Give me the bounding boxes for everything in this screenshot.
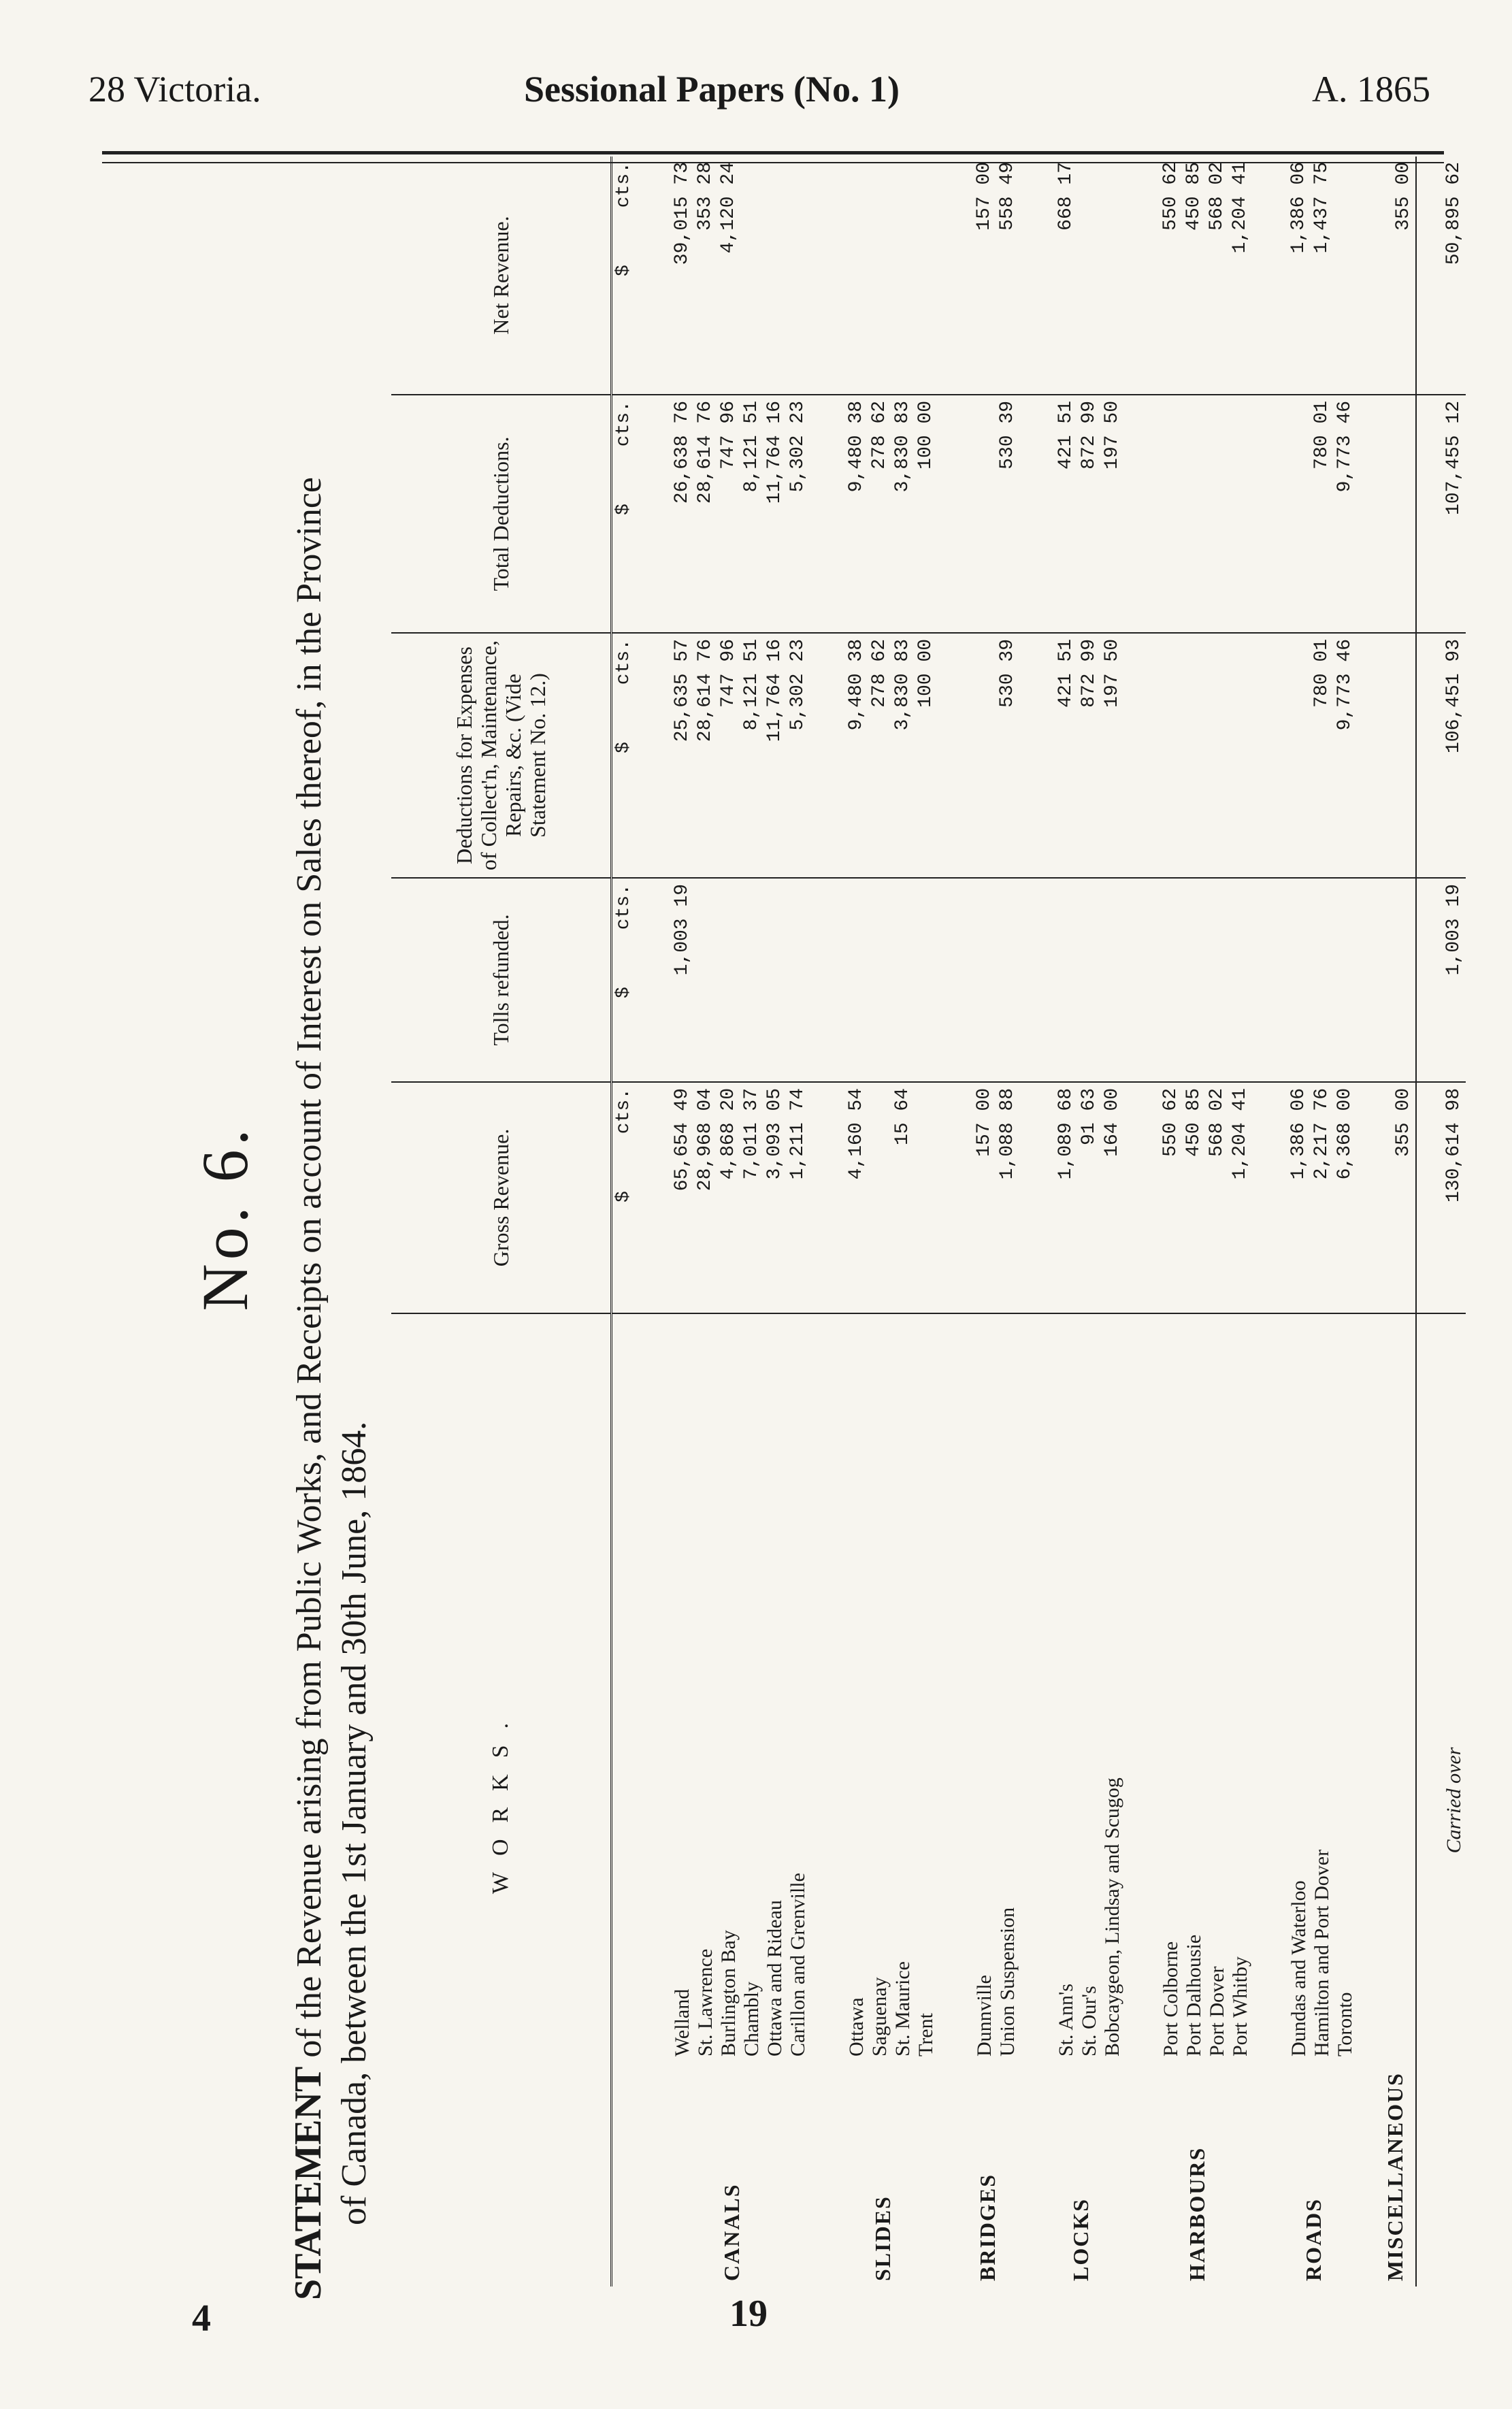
unit-tolls: $ cts. <box>612 878 636 1082</box>
gross-cell: 4,160 54 <box>810 1082 868 1313</box>
deductions-cell: 9,773 46 <box>1334 633 1357 878</box>
tolls-cell <box>1019 878 1078 1082</box>
work-name: St. Ann's <box>1055 1983 1077 2056</box>
total-cell <box>1229 395 1252 633</box>
tolls-cell <box>996 878 1019 1082</box>
header-year: A. 1865 <box>1312 69 1430 110</box>
deductions-cell: 872 99 <box>1078 633 1101 878</box>
deductions-cell <box>1252 633 1311 878</box>
total-cell: 11,764 16 <box>763 395 787 633</box>
category-label: LOCKS <box>1068 2197 1093 2281</box>
net-cell <box>740 157 763 395</box>
tolls-cell <box>740 878 763 1082</box>
deductions-cell: 28,614 76 <box>694 633 717 878</box>
carried-over-row <box>1416 157 1466 2287</box>
net-cell <box>787 157 810 395</box>
net-cell <box>810 157 868 395</box>
net-cell: 157 00 <box>938 157 996 395</box>
gross-cell: 164 00 <box>1101 1082 1124 1313</box>
title-line-2: of Canada, between the 1st January and 30th June, 1864. <box>335 1421 374 2225</box>
title-line-1: of the Revenue arising from Public Works, and Receipts on account of Interest on Sales thereof, in the Province <box>290 476 329 2067</box>
tolls-cell <box>1206 878 1229 1082</box>
work-name: St. Lawrence <box>694 1948 717 2056</box>
carried-deductions: 106,451 93 <box>1416 633 1466 878</box>
table-body <box>612 157 1417 2287</box>
tolls-cell <box>1183 878 1206 1082</box>
table-header-row <box>391 157 612 2287</box>
net-cell: 39,015 73 <box>636 157 694 395</box>
category-label: BRIDGES <box>975 2173 1000 2281</box>
deductions-cell: 8,121 51 <box>740 633 763 878</box>
tolls-cell <box>787 878 810 1082</box>
table-row <box>1101 157 1124 2287</box>
total-cell: 747 96 <box>717 395 740 633</box>
total-cell: 872 99 <box>1078 395 1101 633</box>
gross-cell: 550 62 <box>1124 1082 1183 1313</box>
deductions-cell <box>1206 633 1229 878</box>
statement-title <box>286 157 377 2300</box>
header-net-revenue: Net Revenue. <box>391 157 612 395</box>
total-cell <box>1183 395 1206 633</box>
tolls-cell <box>1334 878 1357 1082</box>
deductions-cell: 5,302 23 <box>787 633 810 878</box>
revenue-table <box>391 157 1466 2287</box>
gross-cell: 65,654 49 <box>636 1082 694 1313</box>
net-cell: 450 85 <box>1183 157 1206 395</box>
net-cell: 353 28 <box>694 157 717 395</box>
net-cell: 1,437 75 <box>1311 157 1334 395</box>
tolls-cell <box>1357 878 1416 1082</box>
work-name: St. Our's <box>1078 1986 1100 2056</box>
category-label: HARBOURS <box>1185 2146 1209 2281</box>
work-name: Trent <box>915 2013 937 2056</box>
table-row <box>717 157 740 2287</box>
table-row <box>915 157 938 2287</box>
deductions-cell: 100 00 <box>915 633 938 878</box>
header-tolls-refunded: Tolls refunded. <box>391 878 612 1082</box>
total-cell: 26,638 76 <box>636 395 694 633</box>
deductions-cell <box>1229 633 1252 878</box>
gross-cell: 157 00 <box>938 1082 996 1313</box>
tolls-cell <box>915 878 938 1082</box>
table-row <box>694 157 717 2287</box>
work-name: Saguenay <box>868 1977 891 2056</box>
header-gross-revenue: Gross Revenue. <box>391 1082 612 1313</box>
table-row <box>1124 157 1183 2287</box>
header-total-deductions: Total Deductions. <box>391 395 612 633</box>
tolls-cell <box>717 878 740 1082</box>
table-row <box>1311 157 1334 2287</box>
gross-cell: 568 02 <box>1206 1082 1229 1313</box>
total-cell: 5,302 23 <box>787 395 810 633</box>
deductions-cell: 780 01 <box>1311 633 1334 878</box>
table-row <box>1206 157 1229 2287</box>
net-cell <box>1078 157 1101 395</box>
gross-cell: 1,386 06 <box>1252 1082 1311 1313</box>
carried-over-label: Carried over <box>1416 1313 1466 2287</box>
total-cell: 3,830 83 <box>891 395 915 633</box>
work-name: Carillon and Grenville <box>787 1873 809 2056</box>
page-folio-center: 19 <box>729 2293 768 2335</box>
work-name: Ottawa <box>845 1997 868 2056</box>
gross-cell: 91 63 <box>1078 1082 1101 1313</box>
tolls-cell <box>763 878 787 1082</box>
table-row <box>636 157 694 2287</box>
page-folio-left: 4 <box>192 2297 211 2340</box>
gross-cell: 1,211 74 <box>787 1082 810 1313</box>
category-label: CANALS <box>719 2183 744 2281</box>
work-name: Burlington Bay <box>717 1930 740 2056</box>
table-row <box>1357 157 1416 2287</box>
table-row <box>891 157 915 2287</box>
work-name: Ottawa and Rideau <box>763 1900 786 2056</box>
title-caps: STATEMENT <box>287 2066 329 2300</box>
table-row <box>1019 157 1078 2287</box>
tolls-cell <box>1124 878 1183 1082</box>
gross-cell: 1,088 88 <box>996 1082 1019 1313</box>
carried-total: 107,455 12 <box>1416 395 1466 633</box>
net-cell: 1,204 41 <box>1229 157 1252 395</box>
deductions-cell: 421 51 <box>1019 633 1078 878</box>
table-row <box>1334 157 1357 2287</box>
net-cell <box>763 157 787 395</box>
net-cell <box>1101 157 1124 395</box>
tolls-cell <box>1311 878 1334 1082</box>
total-cell: 421 51 <box>1019 395 1078 633</box>
statement-number: No. 6. <box>188 1125 261 1311</box>
work-name: Port Whitby <box>1229 1956 1251 2056</box>
tolls-cell <box>938 878 996 1082</box>
net-cell: 568 02 <box>1206 157 1229 395</box>
deductions-cell: 278 62 <box>868 633 891 878</box>
deductions-cell <box>938 633 996 878</box>
total-cell <box>1252 395 1311 633</box>
gross-cell <box>915 1082 938 1313</box>
net-cell: 668 17 <box>1019 157 1078 395</box>
work-name <box>1357 1313 1416 2062</box>
work-name: Bobcaygeon, Lindsay and Scugog <box>1101 1777 1123 2056</box>
unit-total: $ cts. <box>612 395 636 633</box>
gross-cell: 28,968 04 <box>694 1082 717 1313</box>
tolls-cell <box>868 878 891 1082</box>
tolls-cell <box>1101 878 1124 1082</box>
net-cell: 4,120 24 <box>717 157 740 395</box>
table-row <box>996 157 1019 2287</box>
category-label: MISCELLANEOUS <box>1383 2072 1407 2281</box>
total-cell <box>1124 395 1183 633</box>
deductions-cell: 197 50 <box>1101 633 1124 878</box>
units-row <box>612 157 636 2287</box>
carried-net: 50,895 62 <box>1416 157 1466 395</box>
gross-cell: 1,204 41 <box>1229 1082 1252 1313</box>
gross-cell: 450 85 <box>1183 1082 1206 1313</box>
deductions-cell: 530 39 <box>996 633 1019 878</box>
deductions-cell <box>1183 633 1206 878</box>
deductions-cell: 11,764 16 <box>763 633 787 878</box>
total-cell <box>1206 395 1229 633</box>
deductions-cell <box>1124 633 1183 878</box>
table-row <box>938 157 996 2287</box>
work-name: Port Colborne <box>1160 1941 1182 2056</box>
deductions-cell: 747 96 <box>717 633 740 878</box>
work-name: Union Suspension <box>996 1907 1019 2056</box>
gross-cell: 6,368 00 <box>1334 1082 1357 1313</box>
total-cell: 9,773 46 <box>1334 395 1357 633</box>
gross-cell: 4,868 20 <box>717 1082 740 1313</box>
tolls-cell <box>1078 878 1101 1082</box>
work-name: Port Dover <box>1206 1966 1228 2056</box>
tolls-cell <box>810 878 868 1082</box>
table-row <box>1229 157 1252 2287</box>
table-row <box>763 157 787 2287</box>
total-cell: 278 62 <box>868 395 891 633</box>
header-title: Sessional Papers (No. 1) <box>524 69 900 110</box>
table-row <box>787 157 810 2287</box>
gross-cell: 1,089 68 <box>1019 1082 1078 1313</box>
unit-deductions: $ cts. <box>612 633 636 878</box>
total-cell: 197 50 <box>1101 395 1124 633</box>
work-name: Chambly <box>740 1982 763 2056</box>
net-cell: 558 49 <box>996 157 1019 395</box>
header-session: 28 Victoria. <box>88 69 261 110</box>
total-cell: 100 00 <box>915 395 938 633</box>
net-cell <box>891 157 915 395</box>
work-name: Hamilton and Port Dover <box>1311 1849 1333 2056</box>
gross-cell: 7,011 37 <box>740 1082 763 1313</box>
work-name: Toronto <box>1334 1992 1356 2056</box>
gross-cell <box>868 1082 891 1313</box>
deductions-cell: 9,480 38 <box>810 633 868 878</box>
deductions-cell: 25,635 57 <box>636 633 694 878</box>
table-row <box>868 157 891 2287</box>
total-cell: 780 01 <box>1311 395 1334 633</box>
net-cell: 550 62 <box>1124 157 1183 395</box>
gross-cell: 355 00 <box>1357 1082 1416 1313</box>
gross-cell: 15 64 <box>891 1082 915 1313</box>
table-row <box>810 157 868 2287</box>
net-cell: 355 00 <box>1357 157 1416 395</box>
gross-cell: 3,093 05 <box>763 1082 787 1313</box>
rotated-statement <box>119 136 1465 2300</box>
table-row <box>1078 157 1101 2287</box>
category-label: ROADS <box>1301 2197 1326 2281</box>
total-cell <box>938 395 996 633</box>
net-cell <box>868 157 891 395</box>
tolls-cell <box>891 878 915 1082</box>
work-name: Dundas and Waterloo <box>1287 1880 1310 2056</box>
total-cell <box>1357 395 1416 633</box>
carried-tolls: 1,003 19 <box>1416 878 1466 1082</box>
gross-cell: 2,217 76 <box>1311 1082 1334 1313</box>
tolls-cell <box>1252 878 1311 1082</box>
header-works: WORKS. <box>391 1313 612 2287</box>
net-cell <box>1334 157 1357 395</box>
unit-gross: $ cts. <box>612 1082 636 1313</box>
header-deductions: Deductions for Expenses of Collect'n, Maintenance, Repairs, &c. (Vide Statement No. 12.) <box>391 633 612 878</box>
work-name: St. Maurice <box>891 1961 914 2056</box>
total-cell: 9,480 38 <box>810 395 868 633</box>
tolls-cell <box>694 878 717 1082</box>
deductions-cell <box>1357 633 1416 878</box>
total-cell: 28,614 76 <box>694 395 717 633</box>
table-row <box>1183 157 1206 2287</box>
deductions-cell: 3,830 83 <box>891 633 915 878</box>
net-cell <box>915 157 938 395</box>
total-cell: 530 39 <box>996 395 1019 633</box>
tolls-cell <box>1229 878 1252 1082</box>
net-cell: 1,386 06 <box>1252 157 1311 395</box>
table-row <box>740 157 763 2287</box>
table-row <box>1252 157 1311 2287</box>
work-name: Welland <box>671 1988 693 2056</box>
carried-gross: 130,614 98 <box>1416 1082 1466 1313</box>
category-label: SLIDES <box>870 2195 895 2281</box>
tolls-cell: 1,003 19 <box>636 878 694 1082</box>
work-name: Port Dalhousie <box>1183 1934 1205 2056</box>
total-cell: 8,121 51 <box>740 395 763 633</box>
unit-net: $ cts. <box>612 157 636 395</box>
work-name: Dunnville <box>973 1975 996 2056</box>
